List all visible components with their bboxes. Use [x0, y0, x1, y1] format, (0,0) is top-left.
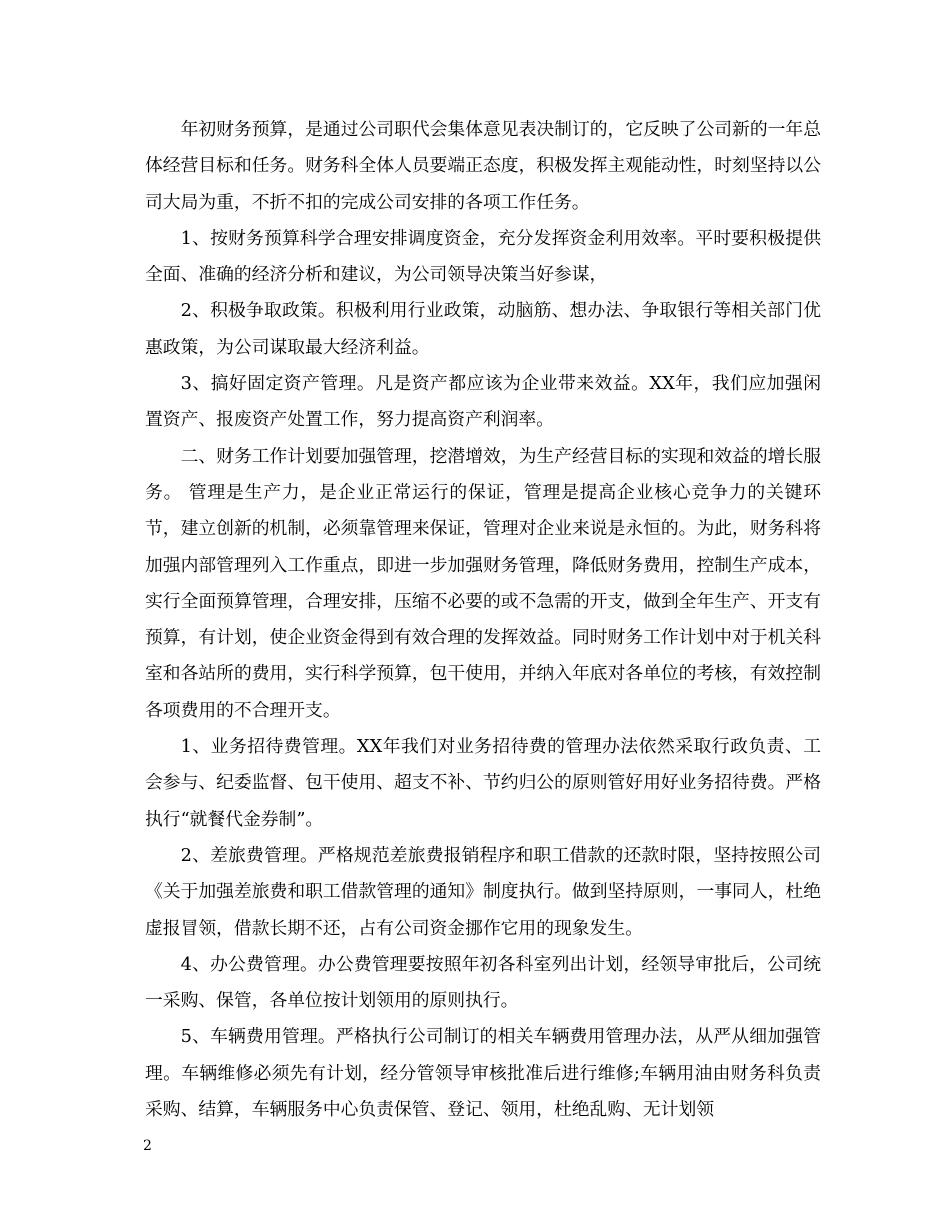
paragraph-fixed-assets: 3、搞好固定资产管理。凡是资产都应该为企业带来效益。XX年，我们应加强闲置资产、报废资产处置工作，努力提高资产利润率。	[145, 373, 821, 431]
paragraph-vehicle-fees: 5、车辆费用管理。严格执行公司制订的相关车辆费用管理办法，从严从细加强管理。车辆维修必须先有计划，经分管领导审核批准后进行维修;车辆用油由财务科负责采购、结算，车辆服务中心负责保管、登记、领用，杜绝乱购、无计划领	[145, 1026, 821, 1121]
paragraph-budget-intro: 年初财务预算，是通过公司职代会集体意见表决制订的，它反映了公司新的一年总体经营目标和任务。财务科全体人员要端正态度，积极发挥主观能动性，时刻坚持以公司大局为重，不折不扣的完成公司安排的各项工作任务。	[145, 119, 821, 213]
paragraph-management: 二、财务工作计划要加强管理，挖潜增效，为生产经营目标的实现和效益的增长服务。 管理是生产力，是企业正常运行的保证，管理是提高企业核心竞争力的关键环节，建立创新的机制，必须靠管理来保证，管理对企业来说是永恒的。为此，财务科将加强内部管理列入工作重点，即进一步加强财务管理，降低财务费用，控制生产成本，实行全面预算管理，合理安排，压缩不必要的或不急需的开支，做到全年生产、开支有预算，有计划，使企业资金得到有效合理的发挥效益。同时财务工作计划中对于机关科室和各站所的费用，实行科学预算，包干使用，并纳入年底对各单位的考核，有效控制各项费用的不合理开支。	[145, 445, 821, 721]
paragraph-office-fees: 4、办公费管理。办公费管理要按照年初各科室列出计划，经领导审批后，公司统一采购、保管，各单位按计划领用的原则执行。	[145, 953, 821, 1012]
paragraph-hospitality-fees: 1、业务招待费管理。XX年我们对业务招待费的管理办法依然采取行政负责、工会参与、纪委监督、包干使用、超支不补、节约归公的原则管好用好业务招待费。严格执行“就餐代金券制”。	[145, 736, 821, 830]
paragraph-travel-fees: 2、差旅费管理。严格规范差旅费报销程序和职工借款的还款时限，坚持按照公司《关于加强差旅费和职工借款管理的通知》制度执行。做到坚持原则，一事同人，杜绝虚报冒领，借款长期不还，占有公司资金挪作它用的现象发生。	[145, 844, 821, 939]
paragraph-fund-scheduling: 1、按财务预算科学合理安排调度资金，充分发挥资金利用效率。平时要积极提供全面、准确的经济分析和建议，为公司领导决策当好参谋，	[145, 227, 821, 286]
paragraph-policy: 2、积极争取政策。积极利用行业政策，动脑筋、想办法、争取银行等相关部门优惠政策，为公司谋取最大经济利益。	[145, 300, 821, 358]
body-text	[145, 112, 821, 1128]
page-number: 2	[143, 1138, 152, 1154]
